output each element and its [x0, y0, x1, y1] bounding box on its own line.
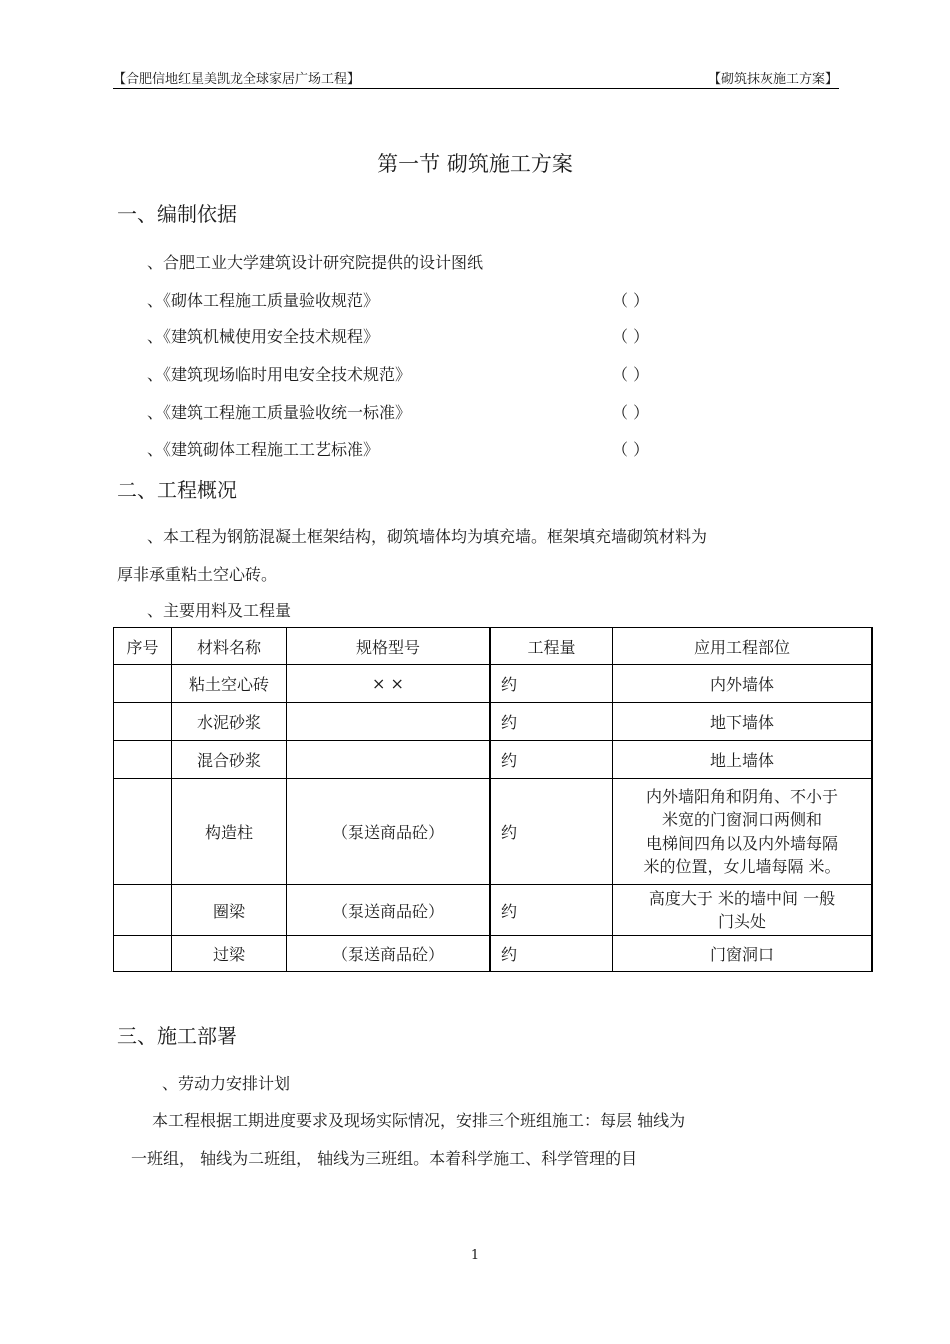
- cell-qty: 约: [490, 885, 613, 936]
- cell-spec: （泵送商品砼）: [287, 936, 491, 972]
- basis-item-1: 、合肥工业大学建筑设计研究院提供的设计图纸: [147, 253, 484, 272]
- section-3-heading: 三、施工部署: [117, 1024, 237, 1048]
- table-row: [114, 885, 873, 936]
- basis-item-2: 、《砌体工程施工质量验收规范》: [147, 291, 380, 310]
- cell-location-line: 高度大于 米的墙中间 一般: [648, 888, 836, 908]
- cell-qty: 约: [490, 703, 613, 741]
- page-title: 第一节 砌筑施工方案: [377, 152, 573, 176]
- cell-location-line: 米宽的门窗洞口两侧和: [661, 810, 822, 829]
- overview-paragraph-line-2: 厚非承重粘土空心砖。: [117, 565, 278, 584]
- cell-location-line: 门头处: [717, 912, 766, 931]
- basis-item-6: 、《建筑砌体工程施工工艺标准》: [147, 440, 380, 459]
- table-row: [114, 741, 873, 779]
- cell-no: [114, 885, 172, 936]
- cell-no: [114, 779, 172, 885]
- cell-location: [613, 885, 873, 936]
- cell-no: [114, 703, 172, 741]
- header-document-name: 【砌筑抹灰施工方案】: [707, 72, 838, 87]
- cell-location: 门窗洞口: [613, 936, 873, 972]
- cell-name: 混合砂浆: [172, 741, 287, 779]
- cell-no: [114, 665, 172, 703]
- header-rule: [113, 88, 839, 89]
- cell-name: 圈梁: [172, 885, 287, 936]
- header-cell-no: 序号: [114, 628, 172, 665]
- cell-location-line: 内外墙阳角和阴角、不小于: [645, 786, 838, 806]
- cell-location: 地下墙体: [613, 703, 873, 741]
- basis-item-2-code: （ ）: [612, 291, 650, 310]
- cell-location-line: 米的位置，女儿墙每隔 米。: [643, 857, 841, 876]
- cell-spec: × ×: [287, 665, 491, 703]
- header-project-name: 【合肥信地红星美凯龙全球家居广场工程】: [113, 72, 361, 87]
- basis-item-6-code: （ ）: [612, 440, 650, 459]
- section-1-heading: 一、编制依据: [117, 202, 237, 226]
- cell-qty: 约: [490, 741, 613, 779]
- header-cell-location: 应用工程部位: [613, 628, 873, 665]
- cell-location: 内外墙体: [613, 665, 873, 703]
- section-2-heading: 二、工程概况: [117, 478, 237, 502]
- cell-location-line: 电梯间四角以及内外墙每隔: [645, 833, 838, 853]
- table-row: [114, 936, 873, 972]
- cell-spec: [287, 703, 491, 741]
- basis-item-4: 、《建筑现场临时用电安全技术规范》: [147, 365, 412, 384]
- cell-name: 粘土空心砖: [172, 665, 287, 703]
- cell-name: 过梁: [172, 936, 287, 972]
- cell-spec: （泵送商品砼）: [287, 885, 491, 936]
- cell-no: [114, 936, 172, 972]
- table-row: [114, 665, 873, 703]
- cell-qty: 约: [490, 936, 613, 972]
- materials-table: [113, 627, 873, 972]
- basis-item-5: 、《建筑工程施工质量验收统一标准》: [147, 403, 412, 422]
- cell-no: [114, 741, 172, 779]
- header-cell-name: 材料名称: [172, 628, 287, 665]
- labor-paragraph-line-1: 本工程根据工期进度要求及现场实际情况，安排三个班组施工：每层 轴线为: [152, 1111, 686, 1130]
- materials-caption: 、主要用料及工程量: [147, 601, 292, 620]
- cell-name: 水泥砂浆: [172, 703, 287, 741]
- cell-qty: 约: [490, 779, 613, 885]
- cell-name: 构造柱: [172, 779, 287, 885]
- cell-spec: [287, 741, 491, 779]
- header-cell-qty: 工程量: [490, 628, 613, 665]
- header-cell-spec: 规格型号: [287, 628, 491, 665]
- basis-item-5-code: （ ）: [612, 403, 650, 422]
- table-row: [114, 779, 873, 885]
- overview-paragraph-line-1: 、本工程为钢筋混凝土框架结构，砌筑墙体均为填充墙。框架填充墙砌筑材料为: [147, 527, 708, 546]
- cell-location: [613, 779, 873, 885]
- cell-qty: 约: [490, 665, 613, 703]
- cell-location: 地上墙体: [613, 741, 873, 779]
- labor-plan-subheading: 、劳动力安排计划: [162, 1074, 291, 1093]
- labor-paragraph-line-2: 一班组， 轴线为二班组， 轴线为三班组。本着科学施工、科学管理的目: [131, 1149, 638, 1168]
- basis-item-4-code: （ ）: [612, 365, 650, 384]
- table-header-row: [114, 628, 873, 665]
- basis-item-3-code: （ ）: [612, 327, 650, 346]
- table-row: [114, 703, 873, 741]
- cell-spec: （泵送商品砼）: [287, 779, 491, 885]
- basis-item-3: 、《建筑机械使用安全技术规程》: [147, 327, 380, 346]
- page-number: 1: [470, 1248, 480, 1263]
